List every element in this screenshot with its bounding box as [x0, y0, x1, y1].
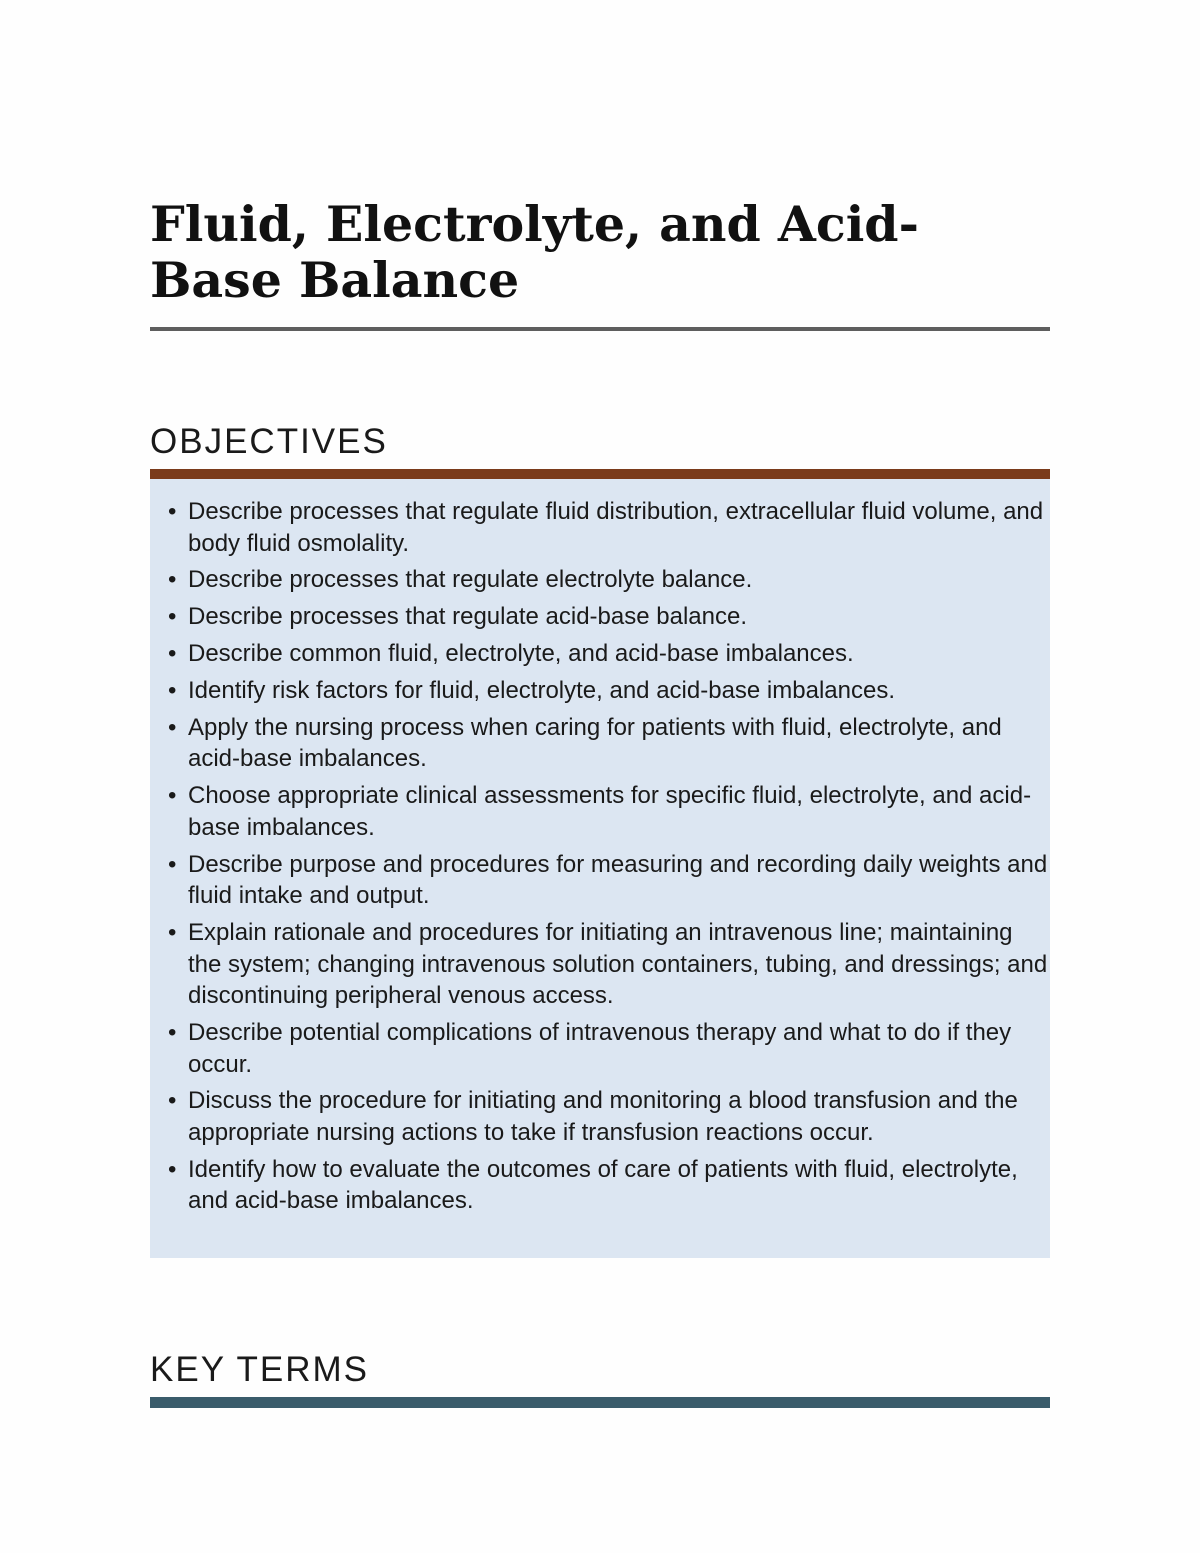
- objective-text: Apply the nursing process when caring for patients with fluid, electrolyte, and acid-base imbalances.: [188, 713, 1002, 773]
- objective-item: [168, 675, 1048, 707]
- page-title: Fluid, Electrolyte, and Acid-Base Balance: [150, 195, 919, 309]
- bullet-icon: •: [168, 1019, 177, 1047]
- objective-text: Explain rationale and procedures for initiating an intravenous line; maintaining the system; changing intravenous solution containers, tubing, and dressings; and discontinuing peripheral venous access.: [188, 919, 1048, 1010]
- objective-item: [168, 712, 1048, 775]
- bullet-icon: •: [168, 850, 177, 878]
- bullet-icon: •: [168, 1087, 177, 1115]
- objective-text: Identify how to evaluate the outcomes of care of patients with fluid, electrolyte, and acid-base imbalances.: [188, 1155, 1018, 1215]
- objective-text: Describe processes that regulate electrolyte balance.: [188, 566, 753, 594]
- bullet-icon: •: [168, 919, 177, 947]
- objective-item: [168, 849, 1048, 912]
- objectives-box: [150, 479, 1050, 1258]
- key-terms-heading: KEY TERMS: [150, 1350, 369, 1389]
- objective-item: [168, 564, 1048, 596]
- objective-item: [168, 496, 1048, 559]
- bullet-icon: •: [168, 1155, 177, 1183]
- objective-item: [168, 601, 1048, 633]
- objective-item: [168, 1085, 1048, 1148]
- objective-text: Choose appropriate clinical assessments for specific fluid, electrolyte, and acid-base imbalances.: [188, 782, 1032, 841]
- objective-text: Discuss the procedure for initiating and monitoring a blood transfusion and the appropriate nursing actions to take if transfusion reactions occur.: [188, 1087, 1018, 1146]
- objectives-heading: OBJECTIVES: [150, 422, 388, 461]
- objectives-list: [168, 496, 1048, 1217]
- objective-item: [168, 780, 1048, 843]
- objective-item: [168, 917, 1048, 1012]
- objective-item: [168, 1017, 1048, 1080]
- bullet-icon: •: [168, 713, 177, 741]
- objective-text: Describe purpose and procedures for measuring and recording daily weights and fluid intake and output.: [188, 850, 1048, 910]
- bullet-icon: •: [168, 677, 177, 705]
- objective-item: [168, 1154, 1048, 1217]
- objective-text: Identify risk factors for fluid, electrolyte, and acid-base imbalances.: [188, 677, 895, 705]
- bullet-icon: •: [168, 782, 177, 810]
- bullet-icon: •: [168, 640, 177, 668]
- bullet-icon: •: [168, 603, 177, 631]
- key-terms-accent-bar: [150, 1397, 1050, 1408]
- bullet-icon: •: [168, 498, 177, 525]
- objective-text: Describe processes that regulate fluid distribution, extracellular fluid volume, and body fluid osmolality.: [188, 498, 1044, 557]
- objective-text: Describe potential complications of intravenous therapy and what to do if they occur.: [188, 1019, 1012, 1078]
- bullet-icon: •: [168, 566, 177, 594]
- title-divider: [150, 327, 1050, 331]
- objectives-accent-bar: [150, 469, 1050, 479]
- objective-text: Describe common fluid, electrolyte, and acid-base imbalances.: [188, 640, 854, 668]
- objective-text: Describe processes that regulate acid-base balance.: [188, 603, 747, 631]
- objective-item: [168, 638, 1048, 670]
